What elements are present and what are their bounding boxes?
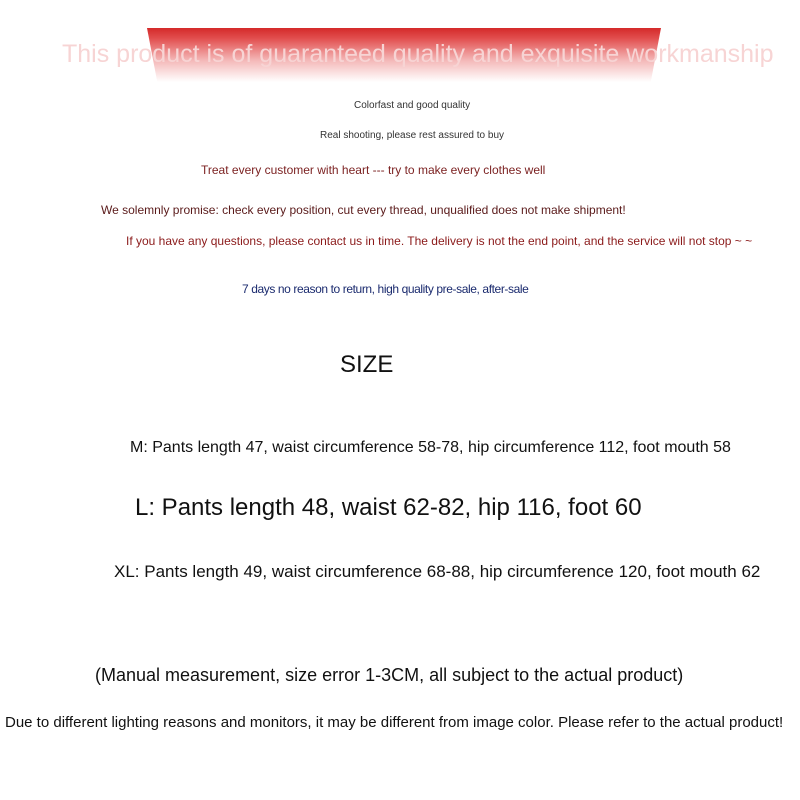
promise-note: We solemnly promise: check every position, cut every thread, unqualified does not make shipment! <box>101 203 626 217</box>
size-xl-spec: XL: Pants length 49, waist circumference 68-88, hip circumference 120, foot mouth 62 <box>114 562 761 581</box>
measurement-note: (Manual measurement, size error 1-3CM, all subject to the actual product) <box>95 665 684 685</box>
banner-slogan: This product is of guaranteed quality and exquisite workmanship <box>62 40 774 68</box>
size-heading: SIZE <box>340 351 394 378</box>
return-policy-note: 7 days no reason to return, high quality pre-sale, after-sale <box>242 282 529 296</box>
colorfast-note: Colorfast and good quality <box>354 100 471 111</box>
size-l-spec: L: Pants length 48, waist 62-82, hip 116, foot 60 <box>135 494 642 521</box>
color-disclaimer: Due to different lighting reasons and monitors, it may be different from image color. Please refer to the actual product! <box>5 714 784 731</box>
questions-note: If you have any questions, please contact us in time. The delivery is not the end point, and the service will not stop ~ ~ <box>126 234 753 248</box>
real-shooting-note: Real shooting, please rest assured to buy <box>320 130 504 141</box>
size-m-spec: M: Pants length 47, waist circumference 58-78, hip circumference 112, foot mouth 58 <box>130 439 731 456</box>
treat-customer-note: Treat every customer with heart --- try to make every clothes well <box>201 163 546 177</box>
